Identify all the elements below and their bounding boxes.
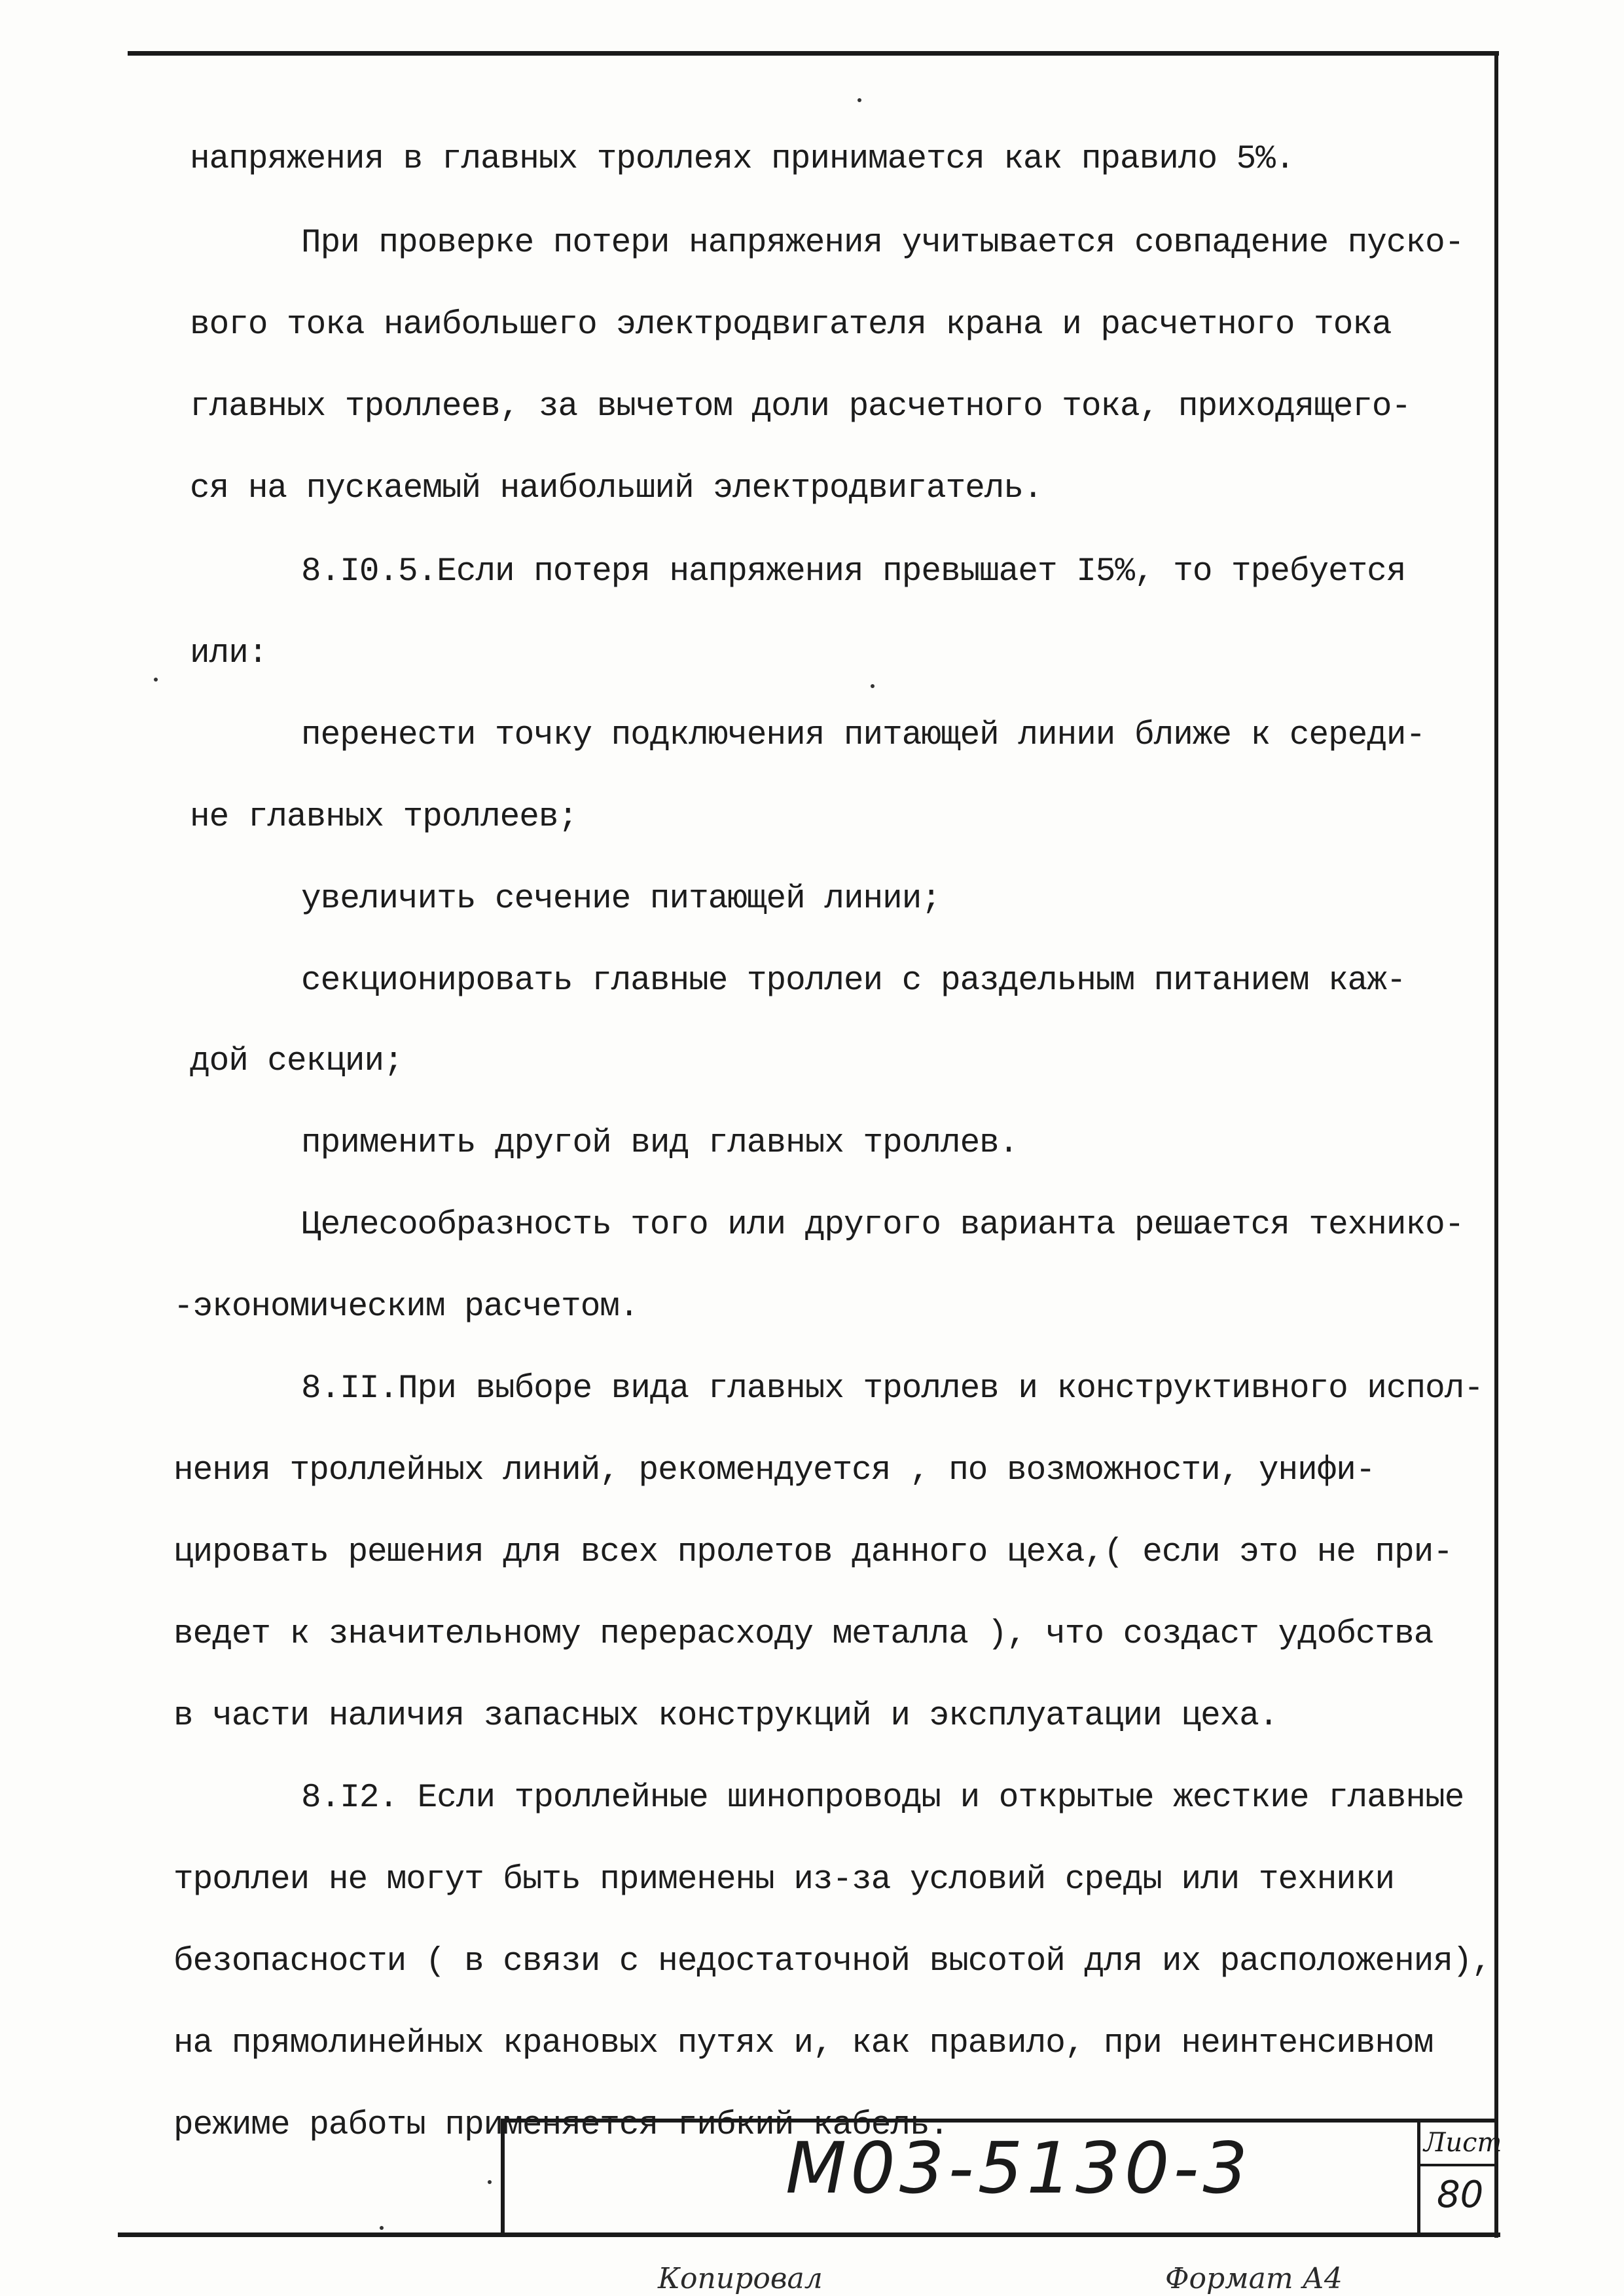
text-line: При проверке потери напряжения учитывается совпадение пуско- (301, 225, 1464, 262)
document-code: М03-5130-3 (785, 2128, 1252, 2210)
text-line: дой секции; (190, 1043, 403, 1080)
text-line: ся на пускаемый наибольший электродвигатель. (190, 470, 1043, 507)
text-line: -экономическим расчетом. (173, 1288, 639, 1326)
text-line: 8.II.При выборе вида главных троллев и конструктивного испол- (301, 1370, 1483, 1408)
sheet-number: 80 (1437, 2174, 1484, 2216)
sheet-label: Лист (1424, 2128, 1502, 2158)
scan-speck (871, 684, 875, 688)
text-line: главных троллеев, за вычетом доли расчетного тока, приходящего- (190, 388, 1411, 426)
text-line: или: (190, 635, 268, 672)
title-block-divider (1417, 2119, 1420, 2235)
text-line: перенести точку подключения питающей линии ближе к середи- (301, 717, 1426, 754)
text-line: 8.I2. Если троллейные шинопроводы и открытые жесткие главные (301, 1779, 1464, 1817)
text-line: вого тока наибольшего электродвигателя крана и расчетного тока (190, 306, 1392, 344)
text-line: безопасности ( в связи с недостаточной высотой для их расположения), (173, 1943, 1492, 1980)
text-line: секционировать главные троллеи с раздельным питанием каж- (301, 962, 1406, 1000)
text-line: применить другой вид главных троллев. (301, 1125, 1019, 1162)
text-line: нения троллейных линий, рекомендуется , по возможности, унифи- (173, 1452, 1375, 1489)
frame-right-border (1494, 51, 1498, 2238)
text-line: на прямолинейных крановых путях и, как правило, при неинтенсивном (173, 2025, 1434, 2062)
text-line: 8.I0.5.Если потеря напряжения превышает I5%, то требуется (301, 553, 1406, 591)
text-line: ведет к значительному перерасходу металла ), что создаст удобства (173, 1616, 1434, 1653)
frame-top-border (128, 51, 1499, 56)
text-line: не главных троллеев; (190, 799, 578, 836)
text-line: режиме работы применяется гибкий кабель. (173, 2107, 949, 2144)
footer-format: Формат А4 (1165, 2262, 1343, 2295)
text-line: увеличить сечение питающей линии; (301, 881, 941, 918)
text-line: троллеи не могут быть применены из-за условий среды или техники (173, 1861, 1395, 1899)
frame-bottom-border (118, 2232, 1500, 2237)
text-line: в части наличия запасных конструкций и эксплуатации цеха. (173, 1698, 1278, 1735)
scan-speck (857, 98, 861, 102)
footer-copied-by: Копировал (658, 2262, 823, 2295)
title-block-top-border (501, 2119, 1496, 2123)
sheet-cell-divider (1417, 2164, 1496, 2166)
text-line: Целесообразность того или другого варианта решается технико- (301, 1207, 1464, 1244)
scan-speck (488, 2180, 492, 2184)
title-block-left-border (501, 2119, 505, 2235)
text-line: цировать решения для всех пролетов данного цеха,( если это не при- (173, 1534, 1453, 1571)
text-line: напряжения в главных троллеях принимается как правило 5%. (190, 141, 1295, 178)
scan-speck (380, 2226, 384, 2230)
scan-speck (154, 678, 158, 682)
